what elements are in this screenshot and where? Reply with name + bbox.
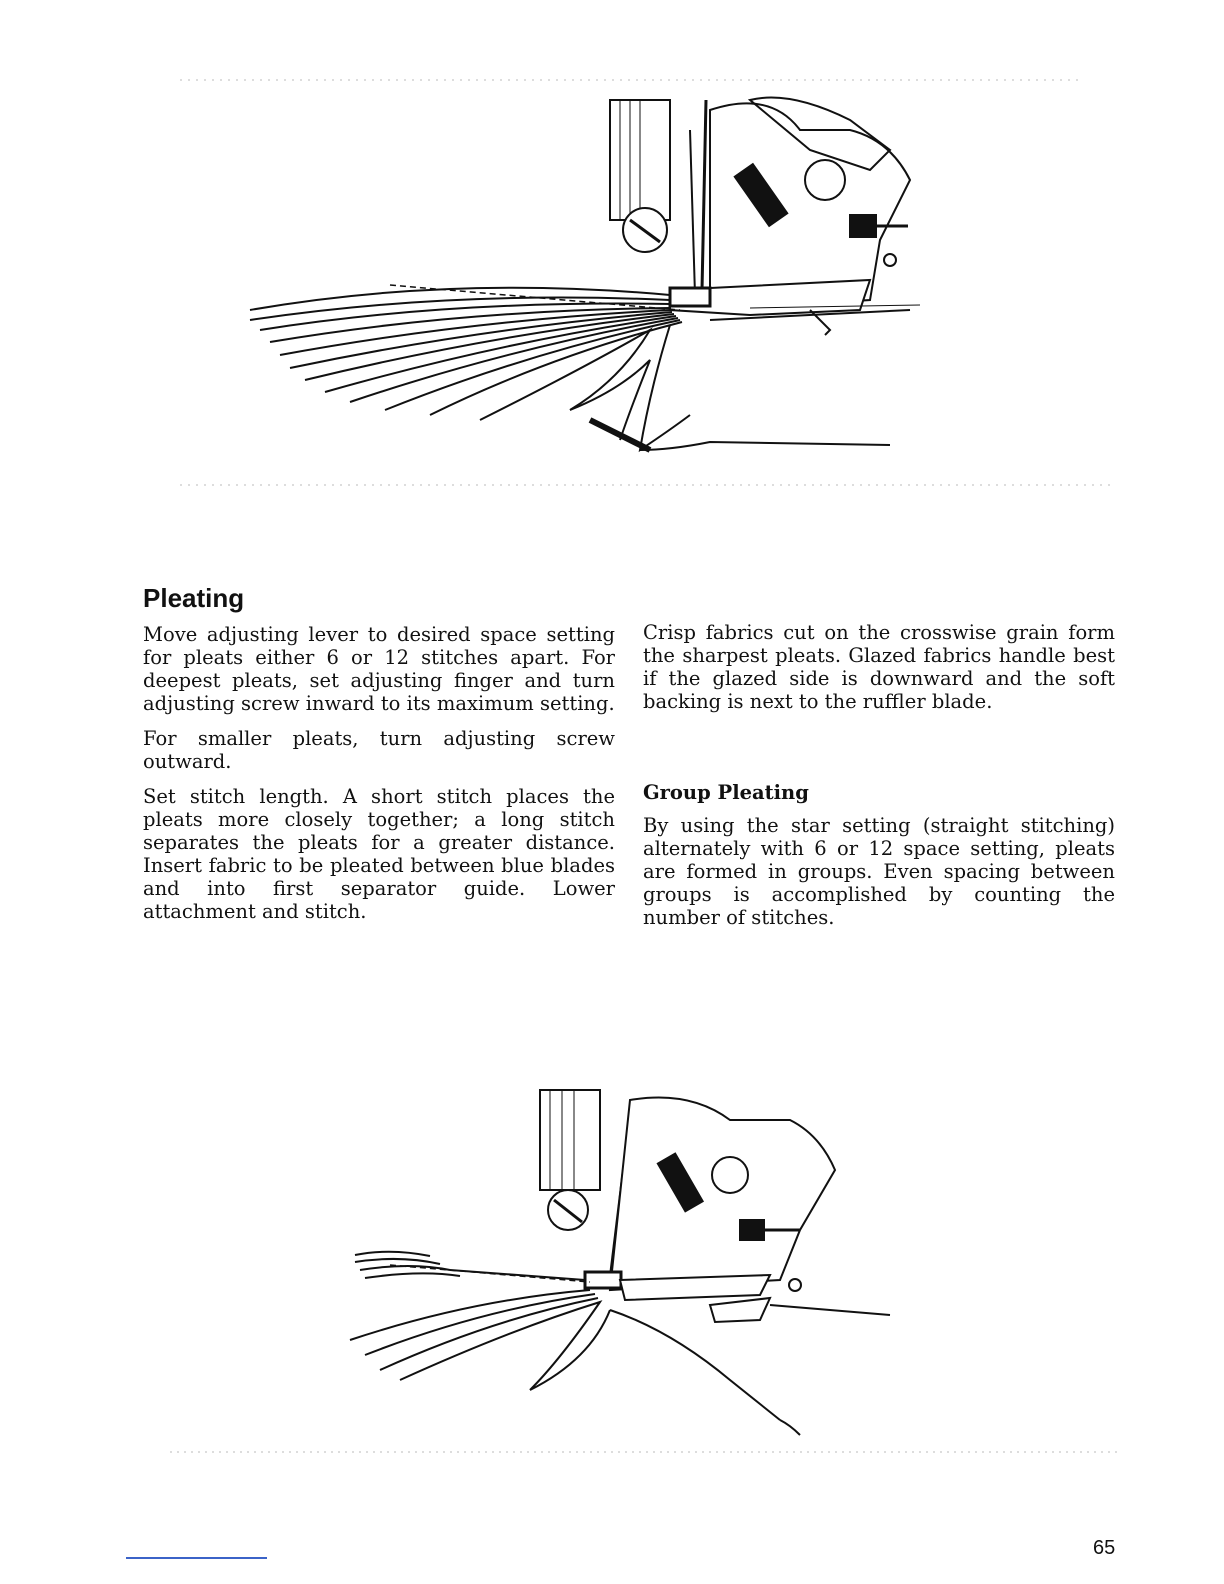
right-column	[643, 621, 1115, 941]
group-pleating-illustration	[170, 1080, 1120, 1460]
paragraph: Set stitch length. A short stitch places the pleats more closely together; a long stitch separates the pleats for a greater distance. Insert fabric to be pleated between blue blades and into first separator guide. Lower attachment and stitch.	[143, 785, 615, 923]
page-number: 65	[1093, 1537, 1116, 1559]
subsection-title: Group Pleating	[643, 781, 809, 804]
footer-rule	[126, 1557, 267, 1559]
section-title: Pleating	[143, 583, 245, 613]
group-pleating-drawing	[170, 1080, 1120, 1460]
paragraph: Move adjusting lever to desired space setting for pleats either 6 or 12 stitches apart. For deepest pleats, set adjusting finger and turn adjusting screw inward to its maximum setting.	[143, 623, 615, 715]
paragraph: By using the star setting (straight stitching) alternately with 6 or 12 space setting, pleats are formed in groups. Even spacing between groups is accomplished by counting the number of stitches.	[643, 814, 1115, 929]
ruffler-pleating-drawing	[150, 70, 1110, 490]
paragraph: For smaller pleats, turn adjusting screw outward.	[143, 727, 615, 773]
paragraph: Crisp fabrics cut on the crosswise grain form the sharpest pleats. Glazed fabrics handle best if the glazed side is downward and the soft backing is next to the ruffler blade.	[643, 621, 1115, 713]
pleating-illustration	[150, 70, 1110, 490]
left-column	[143, 623, 615, 935]
